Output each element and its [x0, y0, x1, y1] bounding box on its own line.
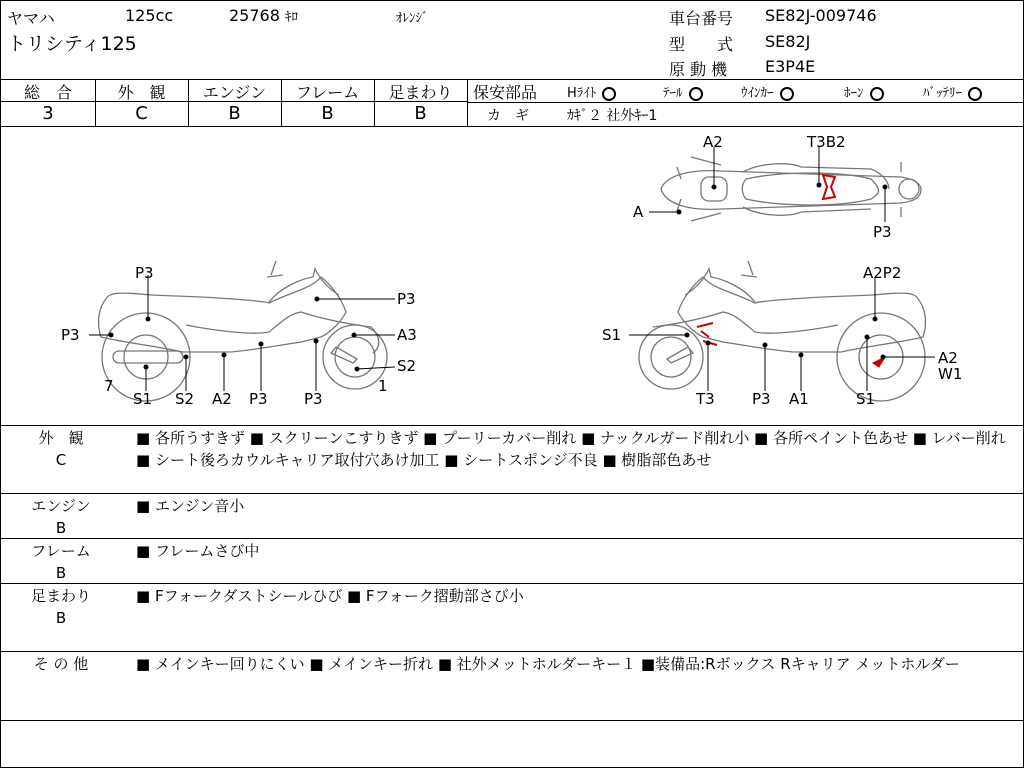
label-P3-top: P3 — [873, 223, 892, 241]
mileage — [229, 6, 298, 25]
ok-circle-icon — [689, 87, 703, 101]
safety-item-tail — [663, 82, 707, 101]
divider — [1, 583, 1023, 584]
label-left-1: 1 — [378, 377, 388, 395]
label-left-P3: P3 — [249, 390, 268, 408]
label-left-P3: P3 — [135, 264, 154, 282]
ok-circle-icon — [780, 87, 794, 101]
label-right-S1: S1 — [602, 326, 622, 344]
label-right-S1: S1 — [856, 390, 876, 408]
detail-label-engine — [1, 495, 121, 539]
safety-item-label: ﾊﾞｯﾃﾘｰ — [923, 86, 962, 101]
detail-label-exterior — [1, 427, 121, 471]
detail-category: そ の 他 — [33, 655, 89, 673]
label-left-P3: P3 — [61, 326, 80, 344]
maker: ヤマハ — [7, 9, 55, 28]
grade-exterior: C — [135, 103, 148, 124]
label-left-A2: A2 — [212, 390, 232, 408]
divider — [1, 720, 1023, 721]
mileage-value: 25768 — [229, 6, 280, 25]
damage-diagram — [1, 127, 1023, 425]
detail-category: エンジン — [31, 497, 91, 515]
detail-category: フレーム — [31, 542, 91, 560]
label-A-top: A — [633, 203, 644, 221]
damage-mark — [823, 175, 835, 199]
engine-label: 原 動 機 — [669, 60, 728, 79]
engine-value: E3P4E — [765, 57, 816, 76]
model-name: トリシティ125 — [7, 33, 137, 55]
safety-item-horn — [844, 82, 888, 101]
safety-label: 保安部品 — [473, 83, 538, 102]
type-value: SE82J — [765, 32, 811, 51]
color: ｵﾚﾝｼﾞ — [396, 11, 429, 26]
detail-text-engine: ■ エンジン音小 — [136, 497, 245, 515]
ok-circle-icon — [602, 87, 616, 101]
top-view-leaders — [649, 147, 887, 222]
safety-item-headlight — [567, 82, 620, 101]
label-right-A2: A2 — [938, 349, 958, 367]
label-left-P3: P3 — [397, 290, 416, 308]
grade-header-frame: フレーム — [295, 83, 360, 102]
mileage-unit: ｷﾛ — [285, 10, 298, 25]
grade-header-total: 総 合 — [23, 83, 72, 102]
divider — [1, 538, 1023, 539]
label-left-S1: S1 — [133, 390, 153, 408]
safety-item-label: ﾃｰﾙ — [663, 86, 683, 101]
divider — [1, 425, 1023, 426]
divider — [1, 651, 1023, 652]
scooter-top-view — [661, 157, 921, 221]
detail-text-frame: ■ フレームさび中 — [136, 542, 260, 560]
detail-grade: B — [55, 609, 67, 627]
ok-circle-icon — [968, 87, 982, 101]
detail-text-exterior: ■ 各所うすきず ■ スクリーンこすりきず ■ プーリーカバー削れ ■ ナックルガード削れ小 ■ 各所ペイント色あせ ■ レバー削れ ■ シート後ろカウルキャリア取付穴あけ加工 ■ シートスポンジ不良 ■ 樹脂部色あせ — [136, 429, 1006, 469]
detail-category: 足まわり — [30, 587, 91, 605]
grade-header-suspension: 足まわり — [388, 83, 453, 102]
detail-grade: B — [55, 564, 67, 582]
detail-category: 外 観 — [38, 429, 84, 447]
label-right-A1: A1 — [789, 390, 809, 408]
displacement: 125cc — [125, 6, 174, 25]
detail-label-other — [1, 653, 121, 675]
grade-frame: B — [321, 103, 334, 124]
grade-engine: B — [228, 103, 241, 124]
label-left-P3: P3 — [304, 390, 323, 408]
label-right-A2P2: A2P2 — [863, 264, 902, 282]
label-T3B2: T3B2 — [807, 133, 846, 151]
detail-grade: B — [55, 519, 67, 537]
grade-total: 3 — [42, 103, 54, 124]
grade-header-exterior: 外 観 — [117, 83, 166, 102]
ok-circle-icon — [870, 87, 884, 101]
scooter-right-view — [639, 261, 925, 401]
label-right-P3: P3 — [752, 390, 771, 408]
safety-item-winker — [741, 82, 798, 101]
grade-header-engine: エンジン — [202, 83, 267, 102]
label-left-7: 7 — [104, 377, 114, 395]
label-left-A3: A3 — [397, 326, 417, 344]
detail-label-suspension — [1, 585, 121, 629]
scooter-left-view — [99, 261, 387, 401]
safety-item-label: ﾎｰﾝ — [844, 86, 864, 101]
key-label: カ ギ — [487, 108, 529, 124]
label-right-W1: W1 — [938, 365, 963, 383]
detail-grade: C — [55, 451, 67, 469]
label-left-S2: S2 — [397, 357, 417, 375]
detail-text-other: ■ メインキー回りにくい ■ メインキー折れ ■ 社外メットホルダーキー１ ■装備品:Rボックス Rキャリア メットホルダー — [136, 655, 960, 673]
divider — [467, 102, 1023, 103]
label-A2-top: A2 — [703, 133, 723, 151]
grade-suspension: B — [414, 103, 427, 124]
frame-no: SE82J-009746 — [765, 6, 877, 25]
key-value: ｶｷﾞ２ 社外ｷｰ1 — [567, 108, 658, 124]
detail-label-frame — [1, 540, 121, 584]
divider — [1, 493, 1023, 494]
label-right-T3: T3 — [696, 390, 715, 408]
detail-text-suspension: ■ Fフォークダストシールひび ■ Fフォーク摺動部さび小 — [136, 587, 524, 605]
frame-no-label: 車台番号 — [669, 9, 734, 28]
safety-item-battery — [923, 82, 986, 101]
safety-item-label: Hﾗｲﾄ — [567, 86, 597, 101]
type-label: 型 式 — [669, 35, 734, 54]
safety-item-label: ｳｲﾝｶｰ — [741, 86, 774, 101]
label-left-S2: S2 — [175, 390, 195, 408]
